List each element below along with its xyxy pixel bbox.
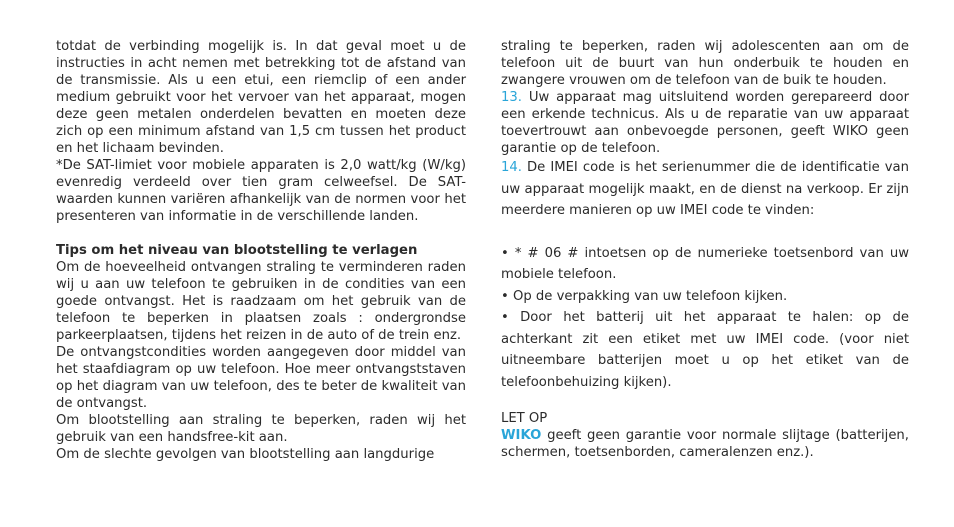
- list-item: • Door het batterij uit het apparaat te halen: op de achterkant zit een etiket met uw IMEI code. (voor niet uitneembare batterijen moet u op het etiket van de telefoonbehuizing kijken).: [501, 310, 909, 390]
- item-13: [501, 89, 909, 157]
- item-text-13: Uw apparaat mag uitsluitend worden gerepareerd door een erkende technicus. Als u de reparatie van uw apparaat toevertrouwt aan onbevoegde personen, geeft WIKO geen garantie op de telefoon.: [501, 90, 909, 156]
- spacer: [56, 225, 466, 242]
- item-text-14: De IMEI code is het serienummer die de identificatie van uw apparaat mogelijk maakt, en de dienst na verkoop. Er zijn meerdere manieren op uw IMEI code te vinden:: [501, 160, 909, 218]
- note-text: geeft geen garantie voor normale slijtage (batterijen, schermen, toetsenborden, cameralenzen enz.).: [501, 428, 909, 460]
- paragraph-transmission: totdat de verbinding mogelijk is. In dat geval moet u de instructies in acht nemen met betrekking tot de afstand van de transmissie. Als u een etui, een riemclip of een ander medium gebruikt voor het vervoer van het apparaat, mogen deze geen metalen onderdelen bevatten en moeten deze zich op een minimum afstand van 1,5 cm tussen het product en het lichaam bevinden.: [56, 39, 466, 156]
- list-item: • Op de verpakking van uw telefoon kijken.: [501, 288, 788, 304]
- item-number-14: 14.: [501, 160, 522, 175]
- paragraph-sar-limit: *De SAT-limiet voor mobiele apparaten is 2,0 watt/kg (W/kg) evenredig verdeeld over tien gram celweefsel. De SAT-waarden kunnen variëren afhankelijk van de normen voor het presenteren van informatie in de verschillende landen.: [56, 158, 466, 224]
- spacer: [501, 222, 909, 243]
- right-column: [501, 38, 909, 461]
- paragraph-long-exposure: Om de slechte gevolgen van blootstelling aan langdurige: [56, 447, 435, 462]
- paragraph-handsfree: Om blootstelling aan straling te beperken, raden wij het gebruik van een handsfree-kit aan.: [56, 413, 466, 445]
- spacer: [501, 393, 909, 410]
- list-item: • * # 06 # intoetsen op de numerieke toetsenbord van uw mobiele telefoon.: [501, 245, 909, 282]
- paragraph-reception: Om de hoeveelheid ontvangen straling te verminderen raden wij u aan uw telefoon te gebruiken in de condities van een goede ontvangst. Het is raadzaam om het gebruik van de telefoon te beperken in plaatsen zoals : ondergrondse parkeerplaatsen, tijdens het reizen in de auto of de trein enz.: [56, 260, 466, 343]
- note-heading: LET OP: [501, 411, 548, 426]
- paragraph-signal-bars: De ontvangstcondities worden aangegeven door middel van het staafdiagram op uw telefoon. Hoe meer ontvangststaven op het diagram van uw telefoon, des te beter de kwaliteit van de ontvangst.: [56, 345, 466, 411]
- note-paragraph: [501, 427, 909, 461]
- paragraph-adolescents: straling te beperken, raden wij adolescenten aan om de telefoon uit de buurt van hun onderbuik te houden en zwangere vrouwen om de telefoon van de buik te houden.: [501, 39, 909, 88]
- item-14: [501, 157, 909, 222]
- brand-name: WIKO: [501, 428, 542, 443]
- item-number-13: 13.: [501, 90, 522, 105]
- section-heading-tips: Tips om het niveau van blootstelling te verlagen: [56, 243, 418, 258]
- left-column: [56, 38, 466, 463]
